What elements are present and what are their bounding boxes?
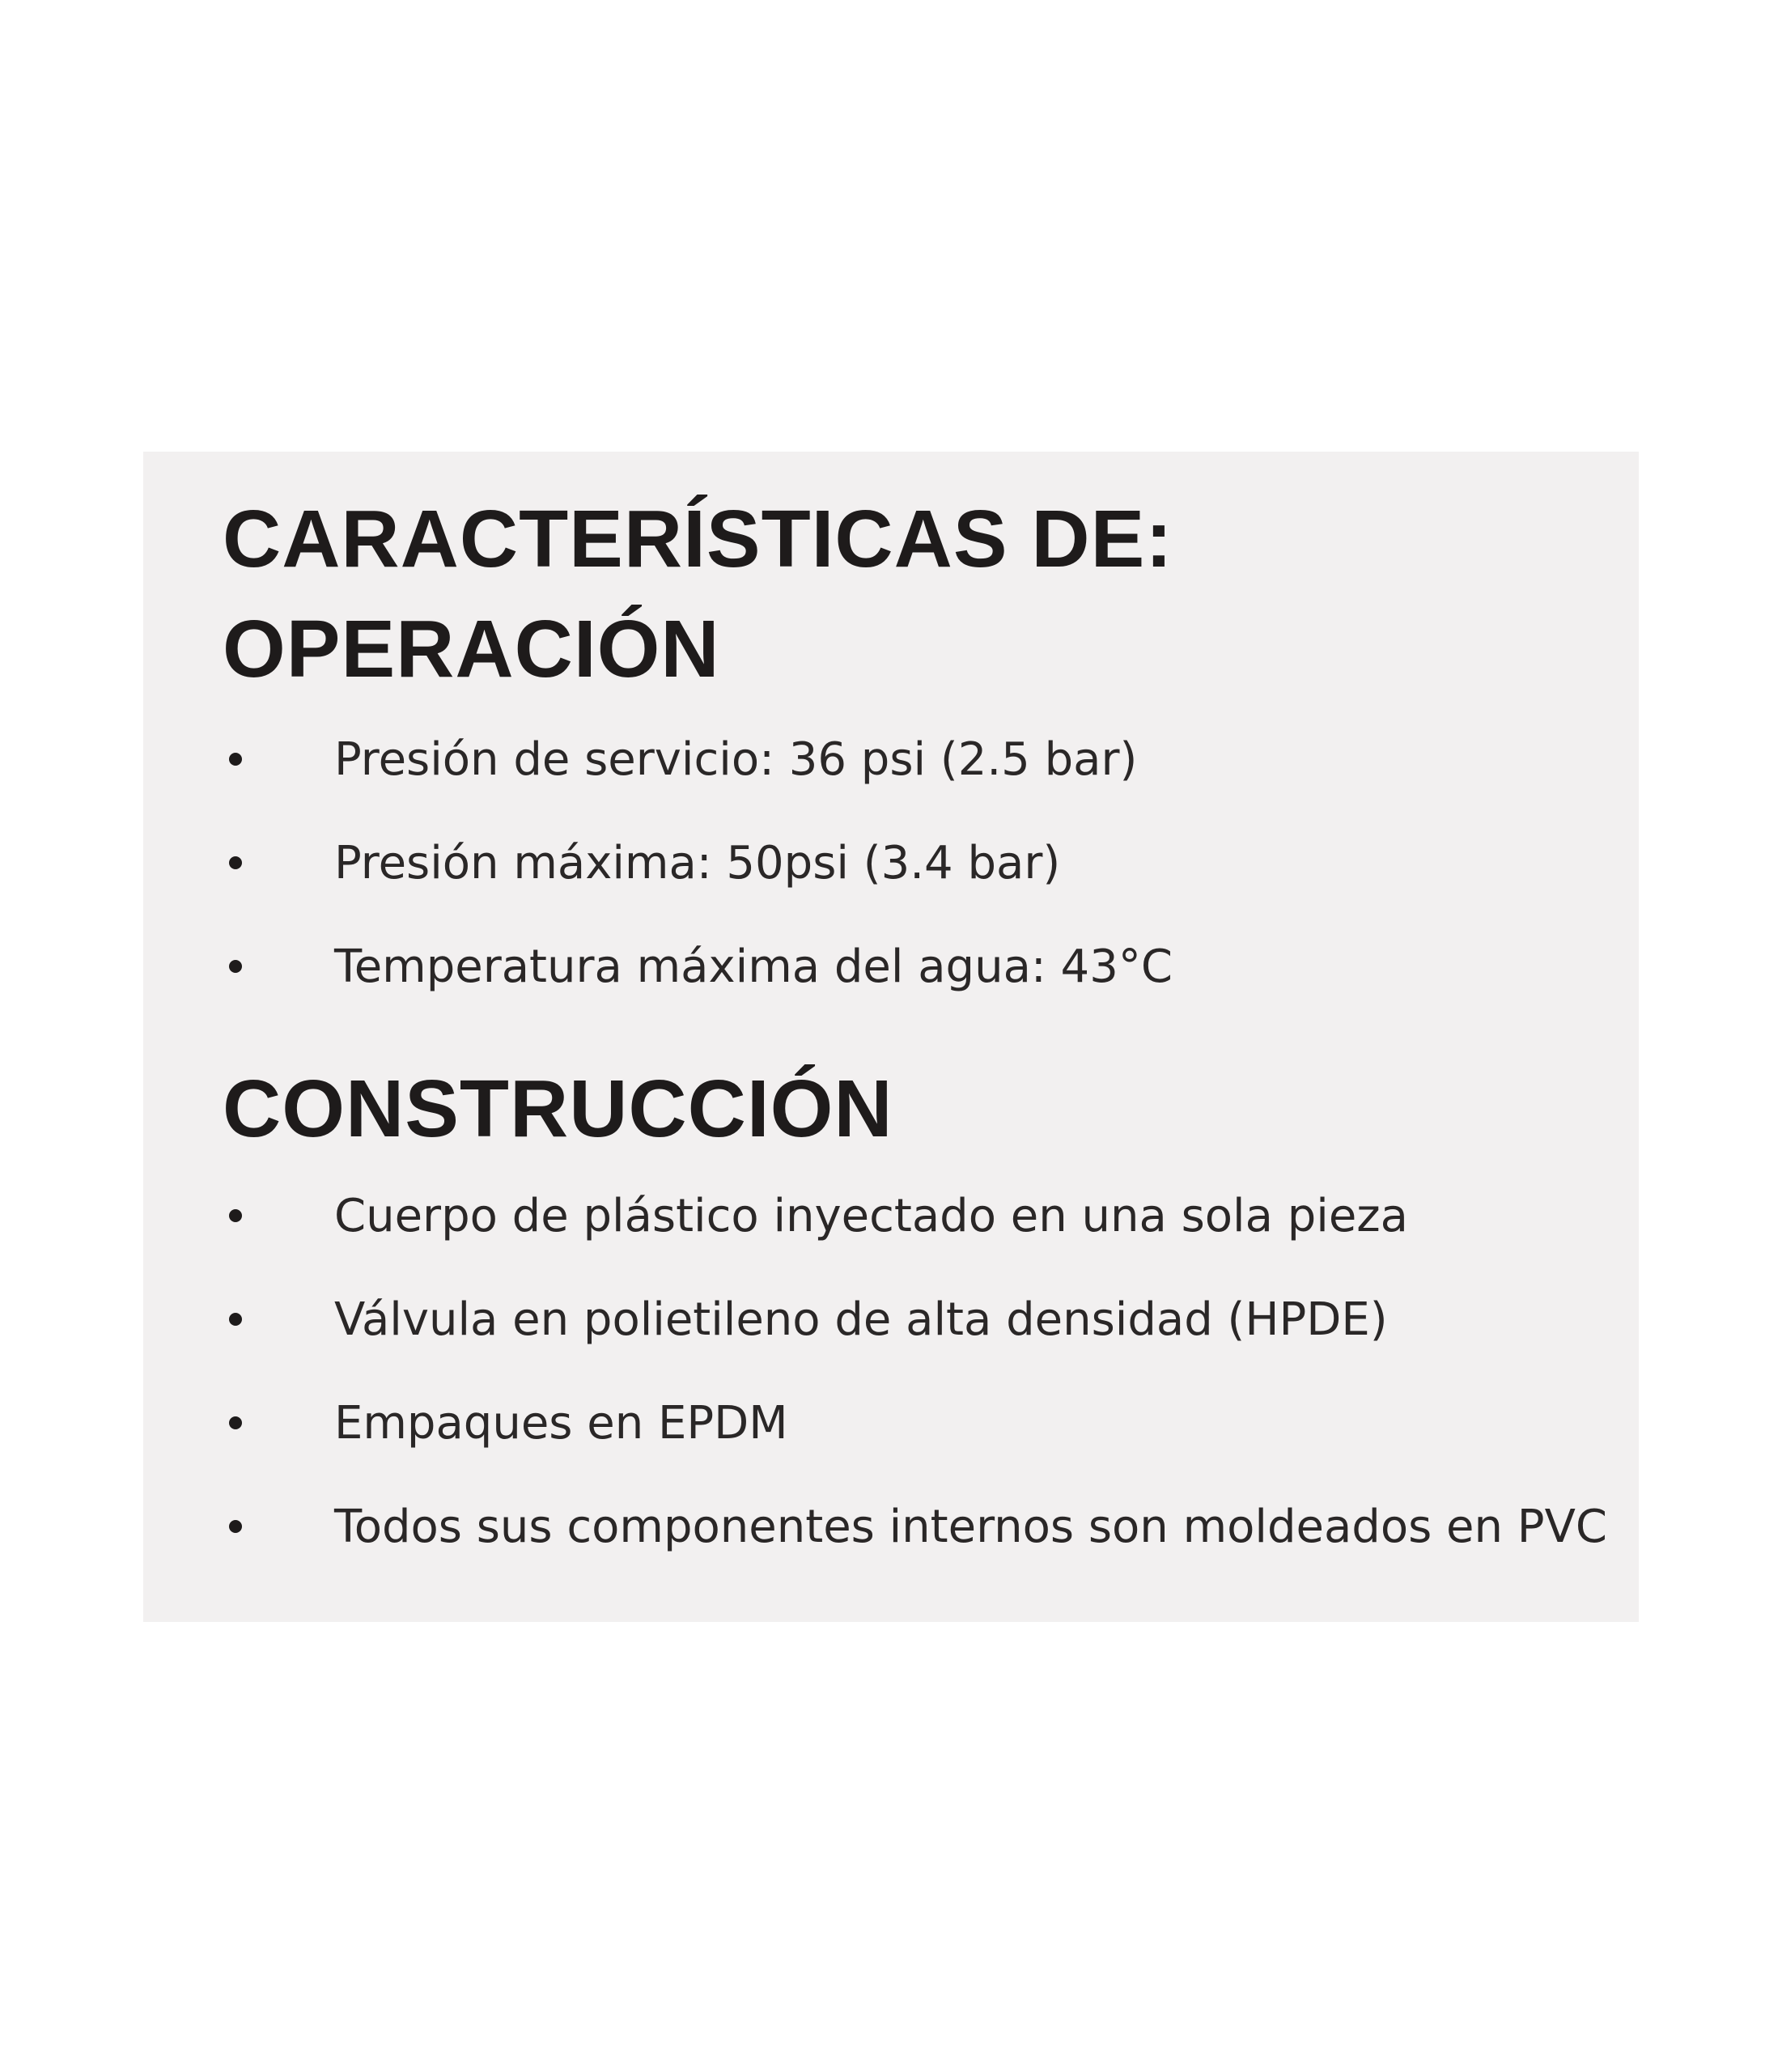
- list-item-text: Presión máxima: 50psi (3.4 bar): [334, 836, 1061, 890]
- list-item: [223, 915, 1606, 1018]
- list-item: [223, 1164, 1606, 1267]
- bullet-icon: [229, 1416, 242, 1429]
- bullet-icon: [229, 960, 242, 973]
- list-item-text: Válvula en polietileno de alta densidad (HPDE): [334, 1293, 1388, 1346]
- bullet-icon: [229, 856, 242, 869]
- list-item: [223, 1371, 1606, 1475]
- bullet-icon: [229, 1209, 242, 1222]
- list-item-text: Empaques en EPDM: [334, 1396, 788, 1450]
- list-item-text: Todos sus componentes internos son moldeados en PVC: [334, 1500, 1607, 1553]
- list-item-text: Presión de servicio: 36 psi (2.5 bar): [334, 732, 1138, 786]
- construction-title: CONSTRUCCIÓN: [223, 1064, 893, 1154]
- list-item: [223, 811, 1606, 915]
- operation-list: [223, 707, 1606, 1018]
- list-item: [223, 1267, 1606, 1371]
- operation-title-line1: CARACTERÍSTICAS DE:: [223, 494, 1173, 584]
- operation-title-line2: OPERACIÓN: [223, 604, 720, 694]
- spec-content: [223, 484, 1606, 1578]
- spec-panel: [143, 452, 1639, 1622]
- construction-list: [223, 1164, 1606, 1578]
- list-item: [223, 1475, 1606, 1578]
- list-item-text: Cuerpo de plástico inyectado en una sola pieza: [334, 1189, 1408, 1242]
- bullet-icon: [229, 753, 242, 766]
- bullet-icon: [229, 1520, 242, 1533]
- list-item-text: Temperatura máxima del agua: 43°C: [334, 940, 1173, 993]
- bullet-icon: [229, 1313, 242, 1326]
- list-item: [223, 707, 1606, 811]
